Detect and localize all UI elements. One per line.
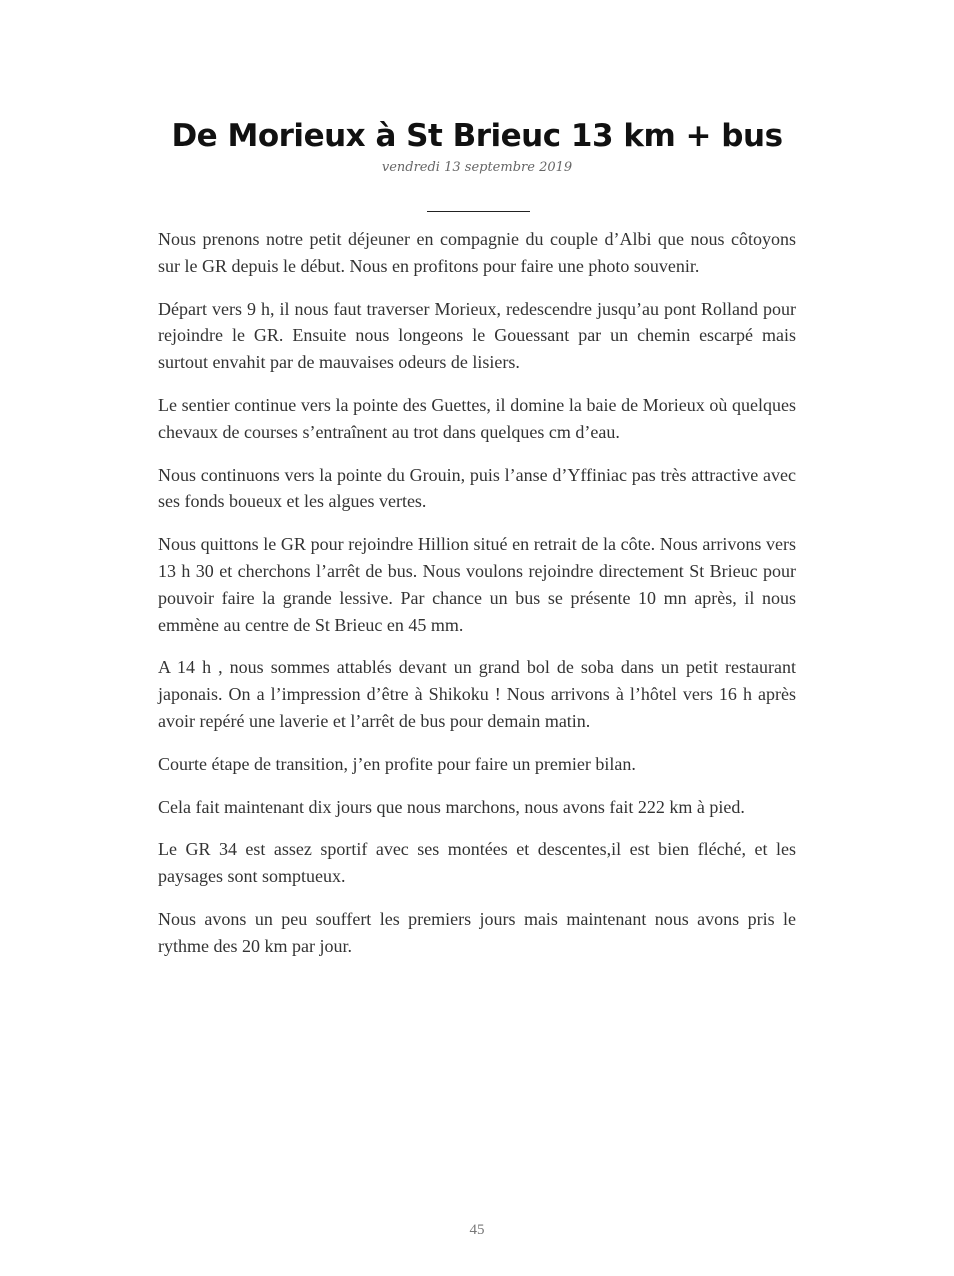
article-body (158, 226, 796, 976)
paragraph: Le GR 34 est assez sportif avec ses montées et descentes,il est bien fléché, et les paysages sont somptueux. (158, 839, 796, 887)
page-title: De Morieux à St Brieuc 13 km + bus (171, 118, 783, 154)
paragraph: Nous quittons le GR pour rejoindre Hillion situé en retrait de la côte. Nous arrivons vers 13 h 30 et cherchons l’arrêt de bus. Nous voulons rejoindre directement St Brieuc pour pouvoir faire la grande lessive. Par chance un bus se présente 10 mn après, il nous emmène au centre de St Brieuc en 45 mm. (158, 534, 796, 635)
paragraph: Cela fait maintenant dix jours que nous marchons, nous avons fait 222 km à pied. (158, 796, 745, 817)
paragraph: Nous avons un peu souffert les premiers jours mais maintenant nous avons pris le rythme des 20 km par jour. (158, 908, 796, 956)
paragraph: Le sentier continue vers la pointe des Guettes, il domine la baie de Morieux où quelques chevaux de courses s’entraînent au trot dans quelques cm d’eau. (158, 394, 796, 442)
page-number: 45 (469, 1222, 485, 1238)
paragraph: Nous continuons vers la pointe du Grouin, puis l’anse d’Yffiniac pas très attractive avec ses fonds boueux et les algues vertes. (158, 464, 796, 512)
paragraph: Départ vers 9 h, il nous faut traverser Morieux, redescendre jusqu’au pont Rolland pour rejoindre le GR. Ensuite nous longeons le Gouessant par un chemin escarpé mais surtout envahit par de mauvaises odeurs de lisiers. (158, 298, 796, 373)
paragraph: Courte étape de transition, j’en profite pour faire un premier bilan. (158, 753, 636, 774)
paragraph: A 14 h , nous sommes attablés devant un grand bol de soba dans un petit restaurant japonais. On a l’impression d’être à Shikoku ! Nous arrivons à l’hôtel vers 16 h après avoir repéré une laverie et l’arrêt de bus pour demain matin. (158, 657, 796, 731)
post-date: vendredi 13 septembre 2019 (381, 160, 573, 175)
title-divider (427, 211, 530, 212)
paragraph: Nous prenons notre petit déjeuner en compagnie du couple d’Albi que nous côtoyons sur le GR depuis le début. Nous en profitons pour faire une photo souvenir. (158, 229, 796, 276)
